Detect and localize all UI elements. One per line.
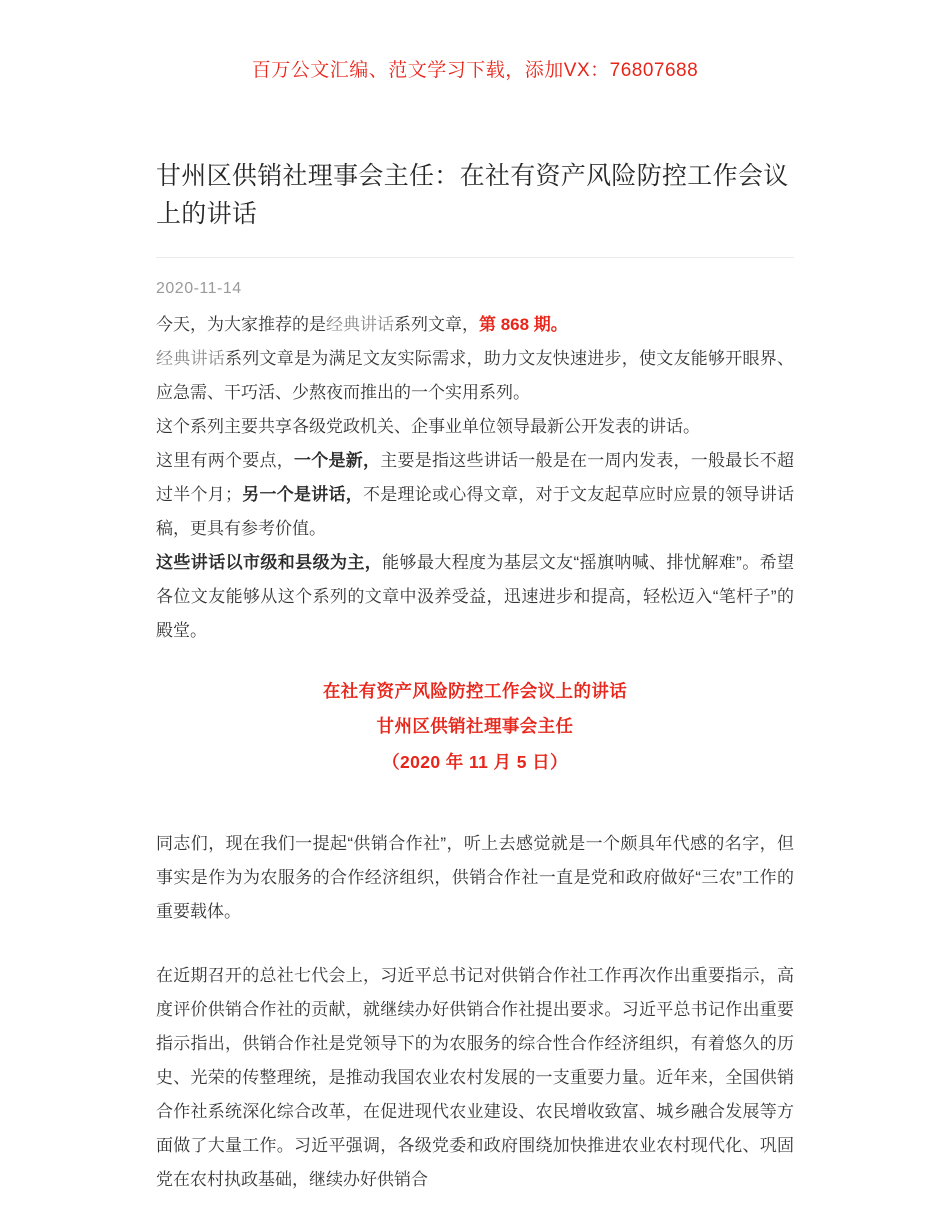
speech-headline [156, 674, 794, 782]
intro-line5-text: 能够最大程度为基层文友“摇旗呐喊、排忧解难”。希望各位文友能够从这个系列的文章中汲养受益，迅速进步和提高，轻松迈入“笔杆子”的殿堂。 [156, 552, 794, 640]
promo-banner: 百万公文汇编、范文学习下载，添加VX：76807688 [251, 60, 699, 81]
speech-title: 在社有资产风险防控工作会议上的讲话 [322, 680, 628, 701]
body-paragraph-1: 同志们，现在我们一提起“供销合作社”，听上去感觉就是一个颇具年代感的名字，但事实是作为为农服务的合作经济组织，供销合作社一直是党和政府做好“三农”工作的重要载体。 [156, 834, 794, 922]
intro-point-one: 一个是新， [294, 450, 381, 470]
intro-line5-bold: 这些讲话以市级和县级为主， [156, 552, 383, 572]
body-paragraph-2: 在近期召开的总社七代会上，习近平总书记对供销合作社工作再次作出重要指示，高度评价供销合作社的贡献，就继续办好供销合作社提出要求。习近平总书记作出重要指示指出，供销合作社是党领导下的为农服务的综合性合作经济组织，有着悠久的历史、光荣的传整理统，是推动我国农业农村发展的一支重要力量。近年来，全国供销合作社系统深化综合改革，在促进现代农业建设、农民增收致富、城乡融合发展等方面做了大量工作。习近平强调，各级党委和政府围绕加快推进农业农村现代化、巩固党在农村执政基础，继续办好供销合 [156, 966, 794, 1190]
intro-series-name-1: 经典讲话 [326, 314, 394, 334]
intro-line-2 [156, 342, 794, 410]
intro-line2-text: 系列文章是为满足文友实际需求，助力文友快速进步，使文友能够开眼界、应急需、干巧活、少熬夜而推出的一个实用系列。 [156, 348, 794, 402]
speech-body [156, 827, 794, 1197]
intro-line1-part-a: 今天，为大家推荐的是 [156, 314, 326, 334]
intro-section [156, 308, 794, 648]
intro-point-two: 另一个是讲话， [242, 484, 363, 504]
intro-line1-part-b: 系列文章， [394, 314, 479, 334]
intro-line4-part-a: 这里有两个要点， [156, 450, 294, 470]
publish-date: 2020-11-14 [156, 279, 242, 297]
intro-line4-part-d: 不是理论或心得文章，对于文友起草应时应景的领导讲话稿，更具有参考价值。 [156, 484, 794, 538]
speech-speaker: 甘州区供销社理事会主任 [376, 716, 574, 737]
intro-issue-number: 第 868 期。 [479, 314, 568, 334]
intro-series-name-2: 经典讲话 [156, 348, 225, 368]
intro-line-3: 这个系列主要共享各级党政机关、企事业单位领导最新公开发表的讲话。 [156, 416, 700, 436]
intro-line-5 [156, 546, 794, 648]
intro-line-1 [156, 308, 794, 342]
intro-line-4 [156, 444, 794, 546]
page-title: 甘州区供销社理事会主任：在社有资产风险防控工作会议上的讲话 [156, 157, 794, 258]
speech-date: （2020 年 11 月 5 日） [382, 752, 568, 773]
intro-line4-part-c: 主要是指这些讲话一般是在一周内发表，一般最长不超过半个月； [156, 450, 794, 504]
